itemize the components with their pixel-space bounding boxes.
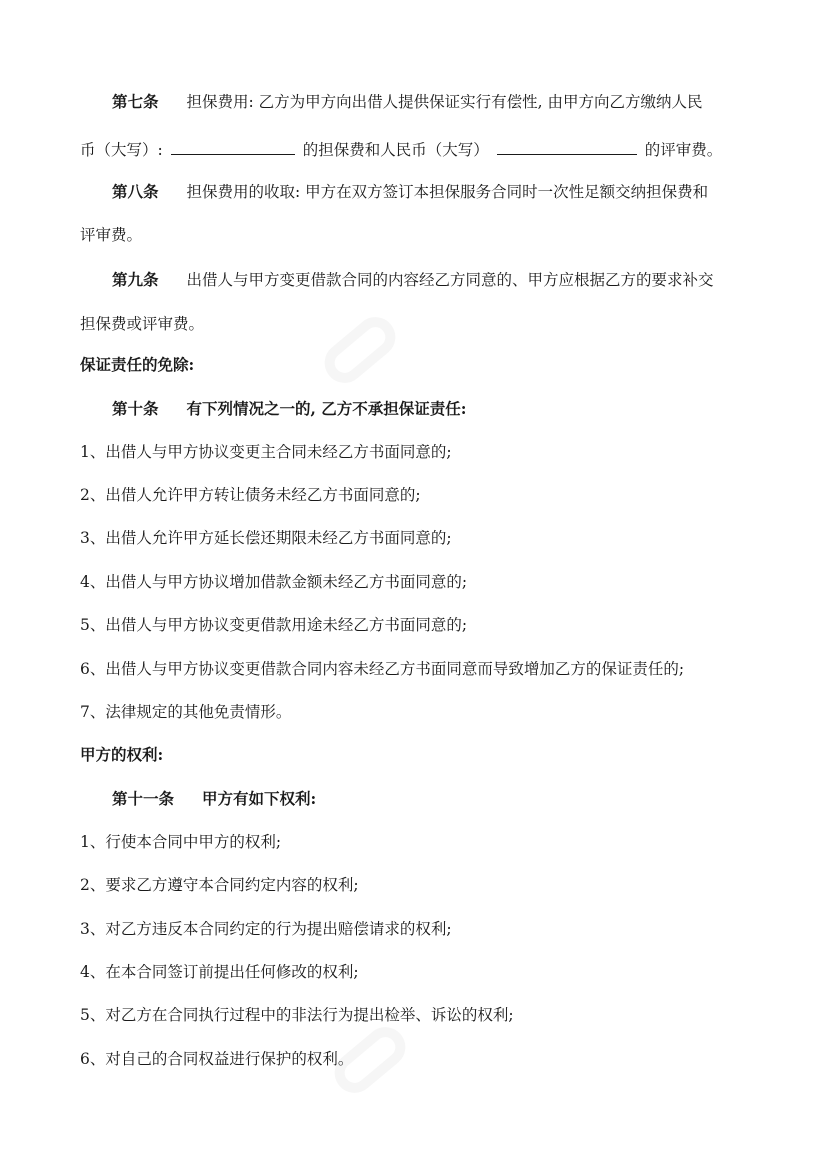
- fill-blank-guarantee-fee[interactable]: [171, 136, 295, 155]
- list-item: 1、出借人与甲方协议变更主合同未经乙方书面同意的;: [80, 443, 452, 461]
- article-number: 第十条: [112, 399, 159, 418]
- article-number: 第九条: [112, 270, 159, 289]
- list-item: 2、要求乙方遵守本合同约定内容的权利;: [80, 876, 359, 894]
- article-7-line-1: [112, 90, 752, 114]
- article-text: 的评审费。: [644, 141, 723, 159]
- list-item: 4、出借人与甲方协议增加借款金额未经乙方书面同意的;: [80, 573, 468, 591]
- section-heading: 保证责任的免除:: [80, 355, 195, 374]
- list-item: 6、对自己的合同权益进行保护的权利。: [80, 1050, 354, 1068]
- article-text: 币（大写）:: [80, 141, 163, 159]
- article-text: 担保费用: 乙方为甲方向出借人提供保证实行有偿性, 由甲方向乙方缴纳人民: [186, 93, 703, 111]
- article-11-heading: [112, 787, 752, 811]
- article-text: 甲方有如下权利:: [202, 789, 317, 808]
- article-text: 的担保费和人民币（大写）: [302, 141, 489, 159]
- list-item: 2、出借人允许甲方转让债务未经乙方书面同意的;: [80, 486, 421, 504]
- list-item: 4、在本合同签订前提出任何修改的权利;: [80, 963, 359, 981]
- article-number: 第七条: [112, 92, 159, 111]
- list-item: 5、出借人与甲方协议变更借款用途未经乙方书面同意的;: [80, 616, 468, 634]
- list-item: 7、法律规定的其他免责情形。: [80, 703, 292, 721]
- article-number: 第八条: [112, 182, 159, 201]
- article-text: 有下列情况之一的, 乙方不承担保证责任:: [186, 399, 467, 418]
- list-item: 3、对乙方违反本合同约定的行为提出赔偿请求的权利;: [80, 920, 452, 938]
- list-item: 1、行使本合同中甲方的权利;: [80, 833, 282, 851]
- article-8-line-1: [112, 180, 752, 204]
- list-item: 3、出借人允许甲方延长偿还期限未经乙方书面同意的;: [80, 529, 452, 547]
- article-text: 出借人与甲方变更借款合同的内容经乙方同意的、甲方应根据乙方的要求补交: [186, 271, 714, 289]
- article-9-line-2: 担保费或评审费。: [80, 315, 205, 333]
- article-7-line-2: [80, 136, 752, 162]
- list-item: 6、出借人与甲方协议变更借款合同内容未经乙方书面同意而导致增加乙方的保证责任的;: [80, 660, 685, 678]
- list-item: 5、对乙方在合同执行过程中的非法行为提出检举、诉讼的权利;: [80, 1006, 514, 1024]
- fill-blank-review-fee[interactable]: [497, 136, 637, 155]
- article-8-line-2: 评审费。: [80, 226, 143, 244]
- article-9-line-1: [112, 268, 752, 292]
- article-text: 担保费用的收取: 甲方在双方签订本担保服务合同时一次性足额交纳担保费和: [186, 183, 709, 201]
- section-heading: 甲方的权利:: [80, 745, 164, 764]
- article-number: 第十一条: [112, 789, 175, 808]
- article-10-heading: [112, 397, 752, 421]
